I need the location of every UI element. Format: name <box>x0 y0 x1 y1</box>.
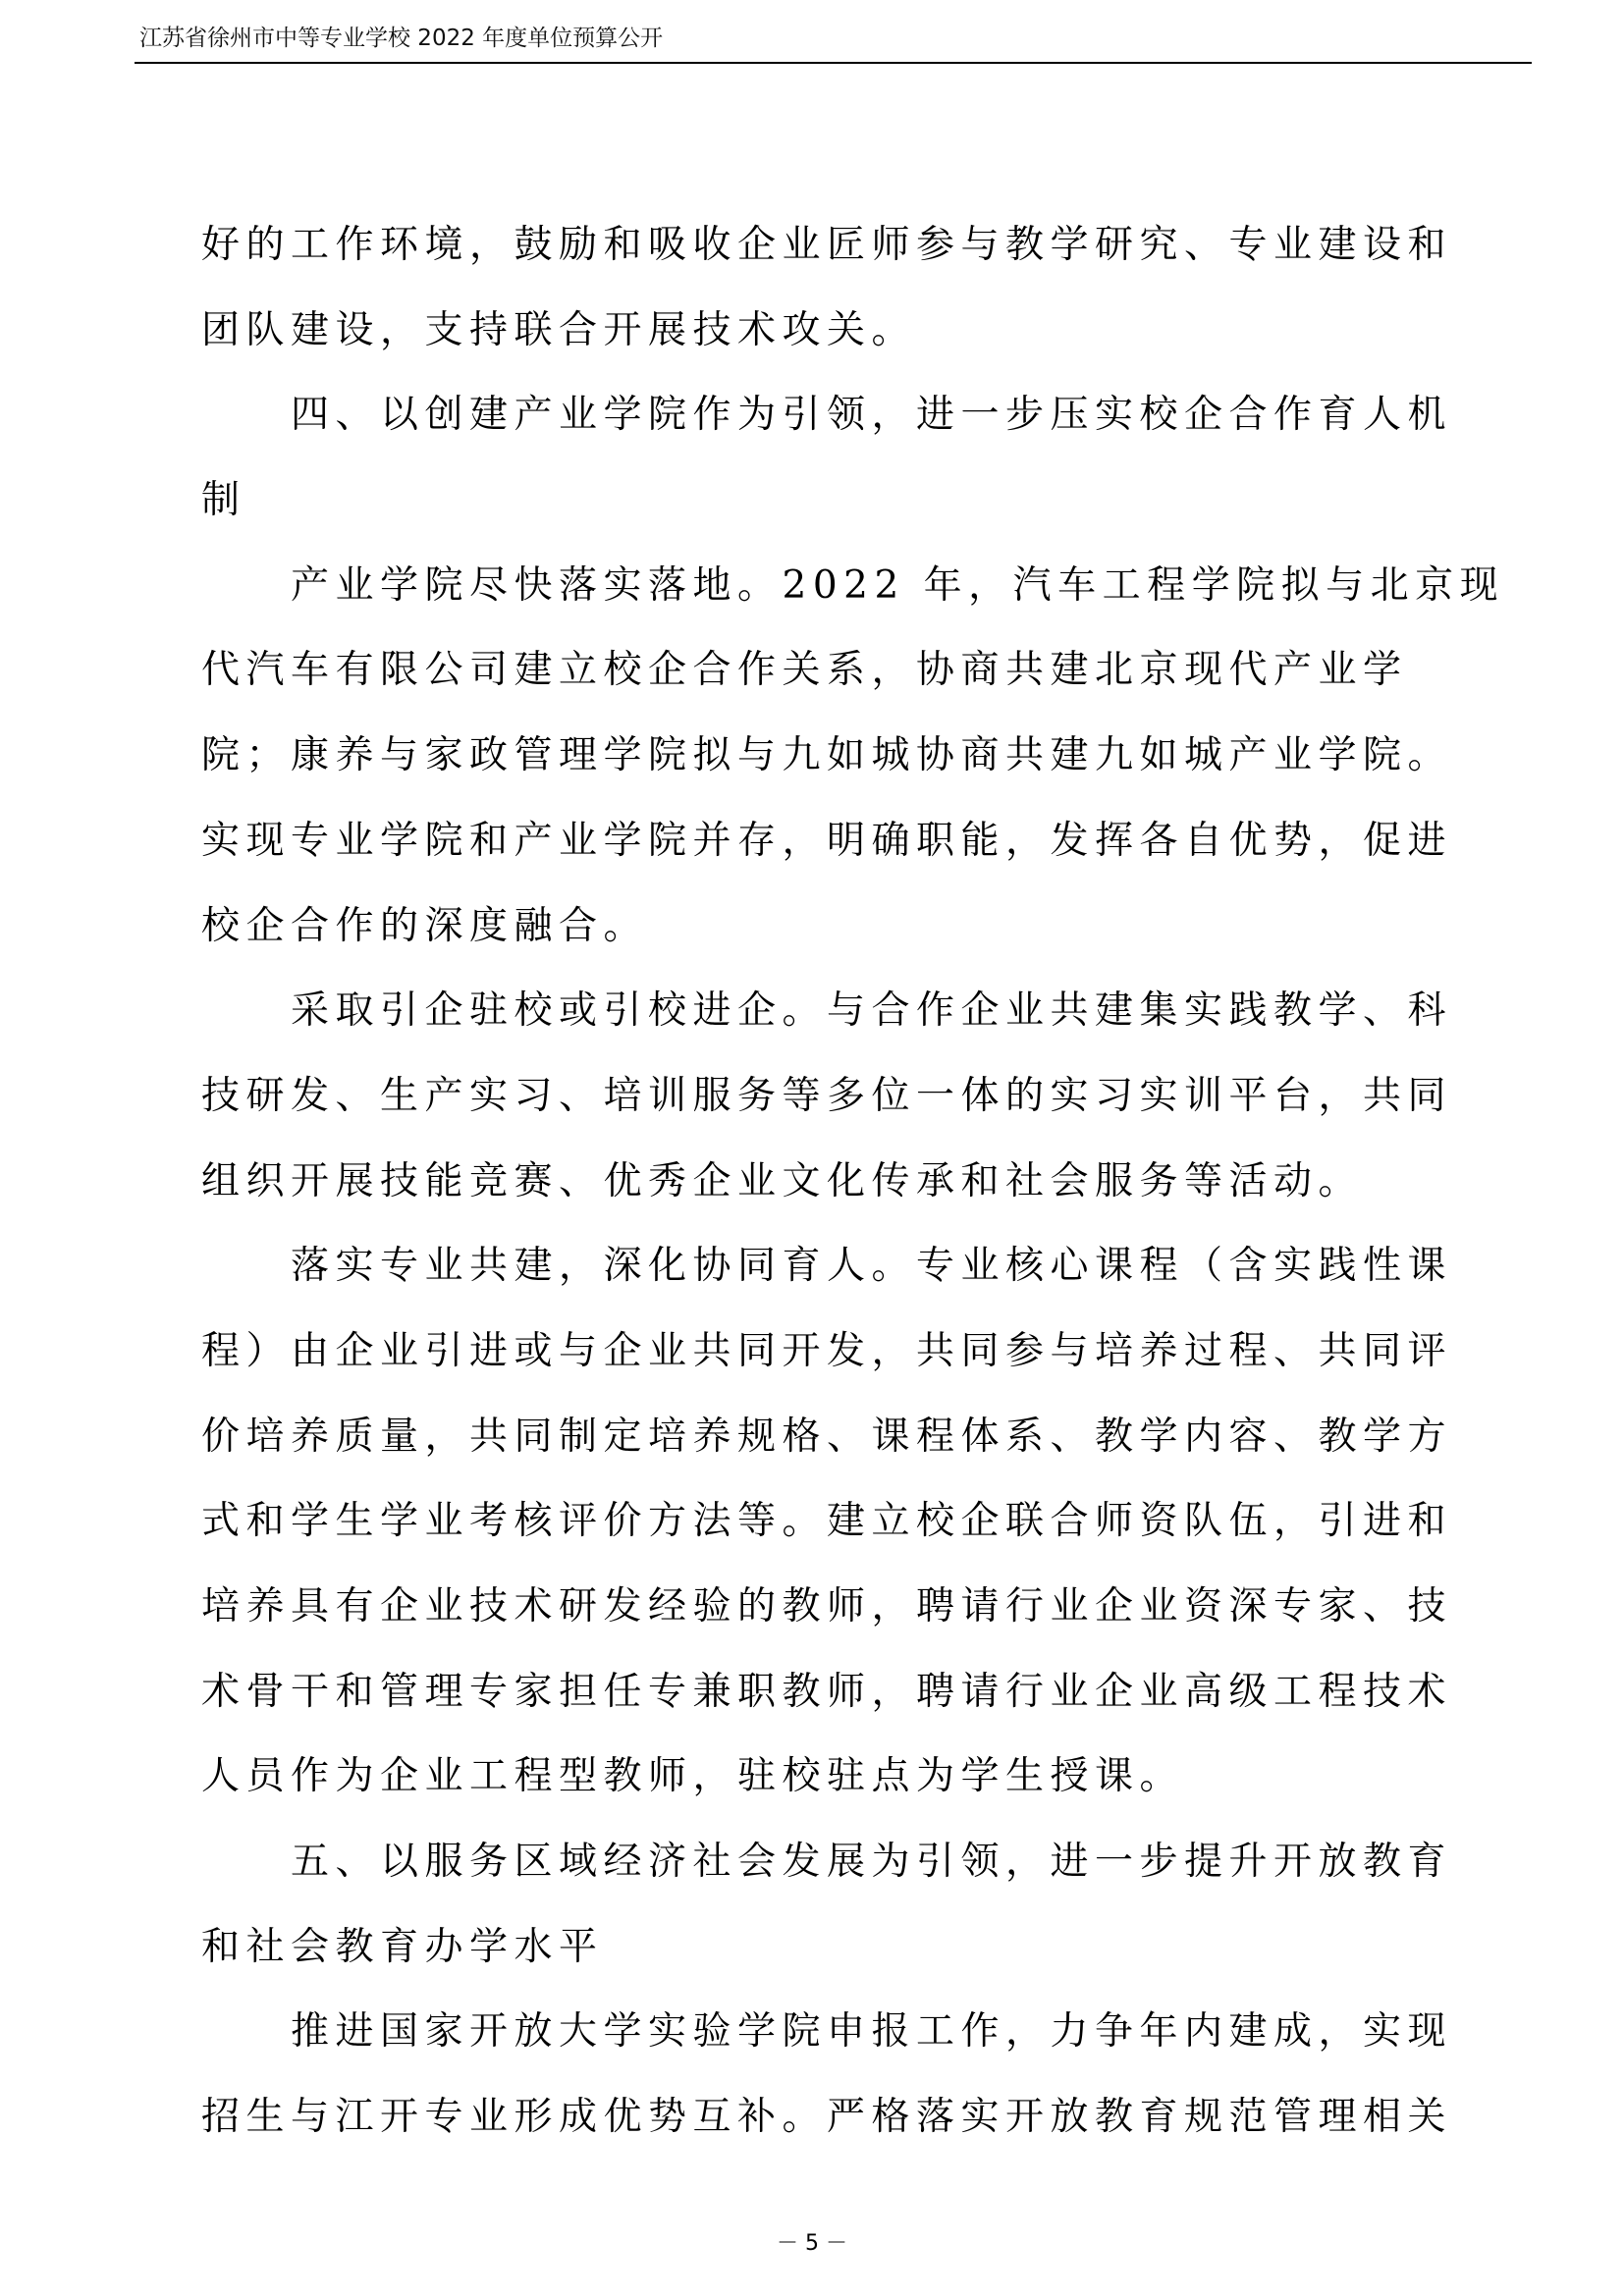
section-heading-5: 五、以服务区域经济社会发展为引领，进一步提升开放教育 <box>291 1840 1453 1885</box>
text-line: 术骨干和管理专家担任专兼职教师，聘请行业企业高级工程技术 <box>201 1669 1453 1714</box>
header-divider <box>135 62 1532 64</box>
section-heading-5-cont: 和社会教育办学水平 <box>201 1924 604 1969</box>
page-number: － 5 － <box>777 2231 847 2256</box>
text-line: 组织开展技能竞赛、优秀企业文化传承和社会服务等活动。 <box>201 1158 1364 1203</box>
text-line: 院；康养与家政管理学院拟与九如城协商共建九如城产业学院。 <box>201 733 1453 778</box>
section-heading-4: 四、以创建产业学院作为引领，进一步压实校企合作育人机 <box>291 393 1453 438</box>
text-line: 实现专业学院和产业学院并存，明确职能，发挥各自优势，促进 <box>201 818 1453 863</box>
text-line: 培养具有企业技术研发经验的教师，聘请行业企业资深专家、技 <box>201 1584 1453 1629</box>
page-header-title: 江苏省徐州市中等专业学校 2022 年度单位预算公开 <box>139 26 664 51</box>
document-body <box>201 213 1505 2170</box>
section-heading-4-cont: 制 <box>201 478 246 523</box>
text-line: 式和学生学业考核评价方法等。建立校企联合师资队伍，引进和 <box>201 1499 1453 1544</box>
text-line: 价培养质量，共同制定培养规格、课程体系、教学内容、教学方 <box>201 1414 1453 1459</box>
text-line: 程）由企业引进或与企业共同开发，共同参与培养过程、共同评 <box>201 1328 1453 1373</box>
text-line: 人员作为企业工程型教师，驻校驻点为学生授课。 <box>201 1754 1185 1799</box>
text-line: 采取引企驻校或引校进企。与合作企业共建集实践教学、科 <box>291 988 1453 1034</box>
text-line: 推进国家开放大学实验学院申报工作，力争年内建成，实现 <box>291 2009 1453 2055</box>
text-line: 代汽车有限公司建立校企合作关系，协商共建北京现代产业学 <box>201 648 1408 693</box>
text-line: 落实专业共建，深化协同育人。专业核心课程（含实践性课 <box>291 1244 1453 1289</box>
text-line: 团队建设，支持联合开展技术攻关。 <box>201 307 917 352</box>
text-line: 技研发、生产实习、培训服务等多位一体的实习实训平台，共同 <box>201 1073 1453 1118</box>
text-line: 好的工作环境，鼓励和吸收企业匠师参与教学研究、专业建设和 <box>201 223 1453 267</box>
text-line: 校企合作的深度融合。 <box>201 903 649 948</box>
text-line: 产业学院尽快落实落地。2022 年，汽车工程学院拟与北京现 <box>291 562 1505 608</box>
text-line: 招生与江开专业形成优势互补。严格落实开放教育规范管理相关 <box>201 2095 1453 2140</box>
